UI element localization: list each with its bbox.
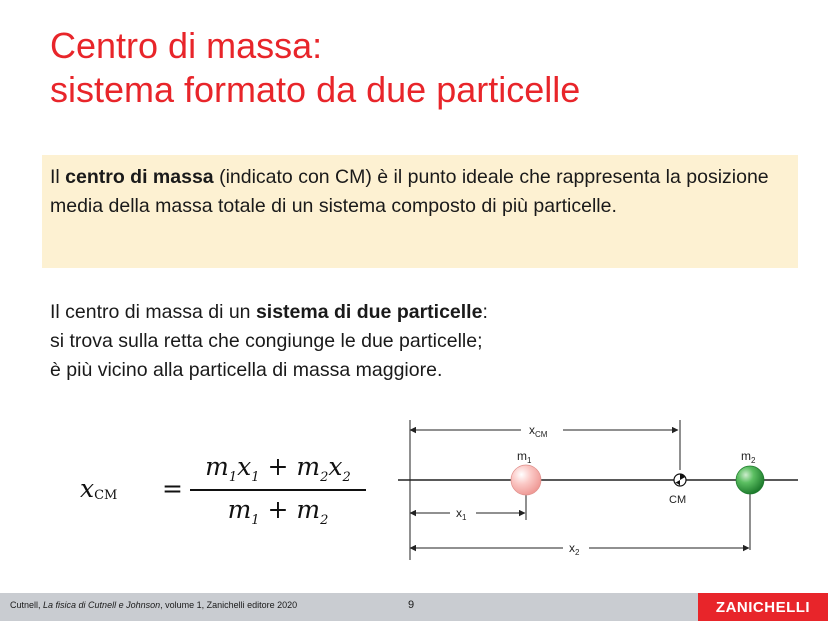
cm-marker	[674, 474, 686, 486]
credit-part-1: Cutnell,	[10, 600, 44, 610]
xcm-label-var: x	[529, 423, 535, 437]
body-text	[50, 298, 750, 385]
page-title	[50, 24, 790, 112]
xcm-label-sub: CM	[535, 430, 548, 439]
m2-label: $m_2$	[741, 449, 756, 465]
callout-bold-term: centro di massa	[65, 166, 214, 188]
den-m1: m	[227, 495, 252, 524]
body-line-1-part-1: Il centro di massa di un	[50, 301, 256, 323]
formula-fraction	[190, 452, 366, 528]
particle-m1	[511, 465, 541, 495]
formula-lhs-var: x	[80, 474, 95, 503]
x1-label-sub: 1	[462, 513, 467, 522]
formula-numerator	[190, 452, 366, 487]
body-line-1-bold: sistema di due particelle	[255, 301, 483, 323]
body-line-1-part-2: :	[482, 301, 488, 323]
num-m2: m	[296, 452, 321, 481]
title-line-1: Centro di massa:	[50, 25, 323, 66]
x1-label	[450, 504, 476, 522]
xcm-label	[521, 420, 563, 439]
body-line-2: si trova sulla retta che congiunge le due particelle;	[50, 330, 483, 352]
x1-label-var: x	[456, 506, 462, 520]
two-particle-diagram	[398, 408, 798, 578]
formula-lhs	[80, 474, 117, 503]
footer-credit	[10, 600, 297, 610]
num-x2-sub: 2	[342, 470, 351, 485]
title-line-2: sistema formato da due particelle	[50, 69, 581, 110]
den-plus: +	[267, 495, 289, 524]
cm-label: CM	[669, 494, 687, 506]
num-x1-sub: 1	[251, 470, 260, 485]
m1-label: $m_1$	[517, 449, 532, 465]
center-of-mass-formula	[80, 452, 370, 532]
page-number: 9	[408, 599, 415, 611]
particle-m2	[736, 466, 764, 494]
credit-part-2: , volume 1, Zanichelli editore 2020	[160, 600, 298, 610]
formula-equals: =	[162, 474, 183, 503]
x2-label-var: x	[569, 541, 575, 555]
body-line-3: è più vicino alla particella di massa maggiore.	[50, 359, 443, 381]
num-m2-sub: 2	[320, 470, 329, 485]
x2-label-sub: 2	[575, 548, 580, 557]
formula-fraction-bar	[190, 489, 366, 491]
credit-book-title: La fisica di Cutnell e Johnson	[43, 600, 161, 610]
formula-denominator	[190, 493, 366, 528]
callout-text-part-2: (indicato con CM) è il punto ideale che rappresenta la posizione media della massa totale di un sistema composto di più particelle.	[50, 166, 769, 217]
num-plus: +	[267, 452, 289, 481]
num-x1: x	[237, 452, 252, 481]
x2-label	[563, 539, 589, 557]
den-m2-sub: 2	[320, 513, 329, 528]
num-m1: m	[205, 452, 229, 481]
num-x2: x	[328, 452, 343, 481]
callout-text-part-1: Il	[50, 166, 66, 188]
den-m2: m	[296, 495, 321, 524]
zanichelli-logo: ZANICHELLI	[698, 593, 828, 621]
definition-callout-text	[50, 163, 790, 221]
formula-lhs-sub: CM	[94, 488, 118, 503]
num-m1-sub: 1	[228, 470, 238, 485]
den-m1-sub: 1	[251, 513, 260, 528]
